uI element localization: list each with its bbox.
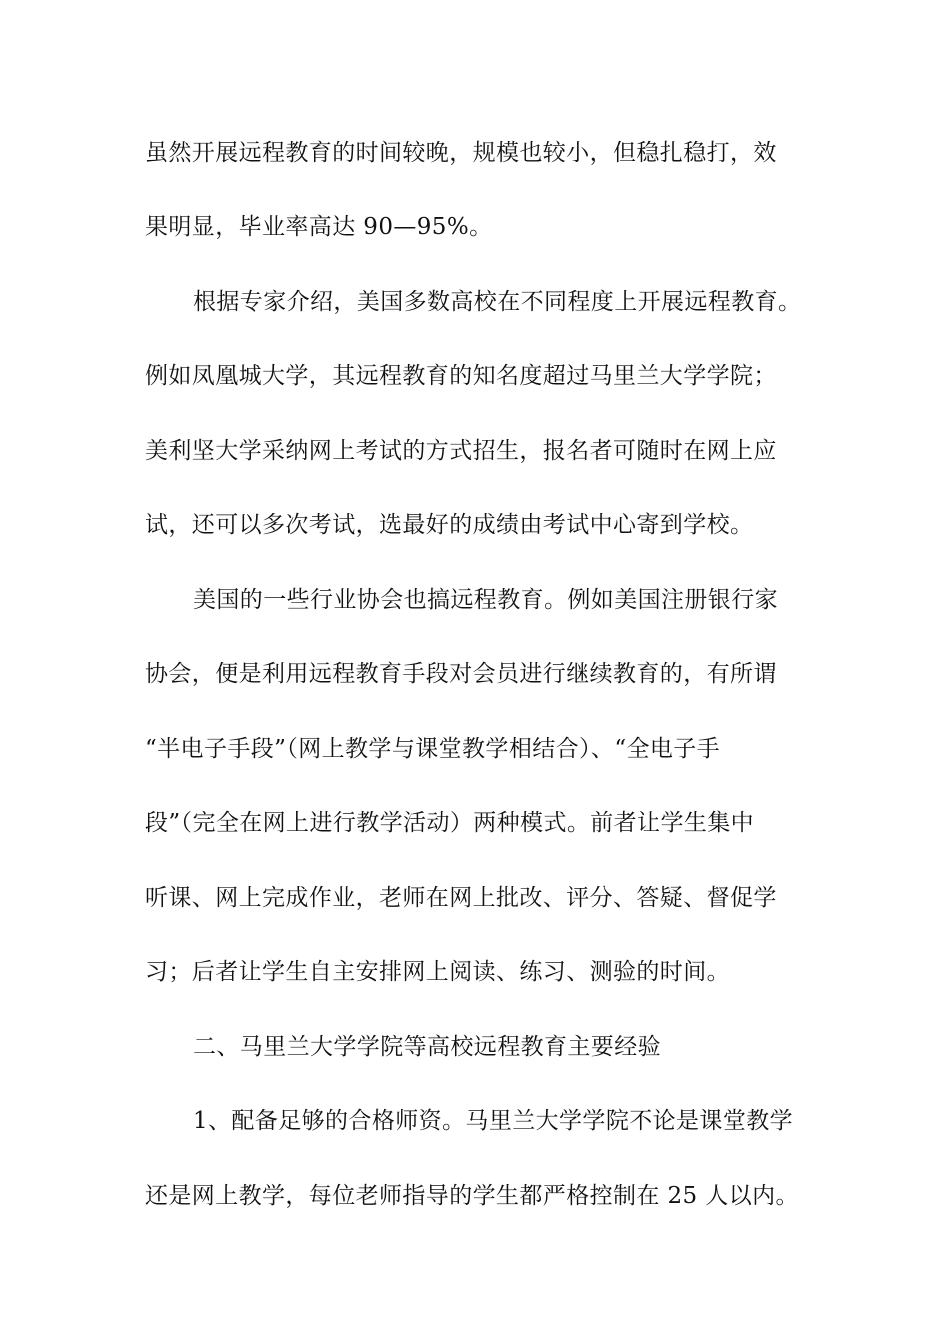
paragraph-start-line: 美国的一些行业协会也搞远程教育。例如美国注册银行家 — [193, 587, 778, 613]
paragraph-start-line: 根据专家介绍，美国多数高校在不同程度上开展远程教育。 — [193, 289, 802, 315]
text-line: “半电子手段”（网上教学与课堂教学相结合）、“全电子手 — [145, 736, 721, 762]
paragraph-start-line: 1、配备足够的合格师资。马里兰大学学院不论是课堂教学 — [193, 1108, 794, 1134]
text-line: 虽然开展远程教育的时间较晚，规模也较小，但稳扎稳打，效 — [145, 140, 777, 166]
text-line: 试，还可以多次考试，选最好的成绩由考试中心寄到学校。 — [145, 512, 754, 538]
section-heading: 二、马里兰大学学院等高校远程教育主要经验 — [193, 1034, 661, 1060]
text-line: 段”（完全在网上进行教学活动）两种模式。前者让学生集中 — [145, 810, 755, 836]
text-line: 习；后者让学生自主安排网上阅读、练习、测验的时间。 — [145, 959, 730, 985]
text-line: 例如凤凰城大学，其远程教育的知名度超过马里兰大学学院； — [145, 363, 777, 389]
text-line: 协会，便是利用远程教育手段对会员进行继续教育的，有所谓 — [145, 661, 777, 687]
text-line: 听课、网上完成作业，老师在网上批改、评分、答疑、督促学 — [145, 885, 777, 911]
text-line: 果明显，毕业率高达 90—95%。 — [145, 214, 493, 240]
text-line: 美利坚大学采纳网上考试的方式招生，报名者可随时在网上应 — [145, 438, 777, 464]
text-line: 还是网上教学，每位老师指导的学生都严格控制在 25 人以内。 — [145, 1183, 799, 1209]
